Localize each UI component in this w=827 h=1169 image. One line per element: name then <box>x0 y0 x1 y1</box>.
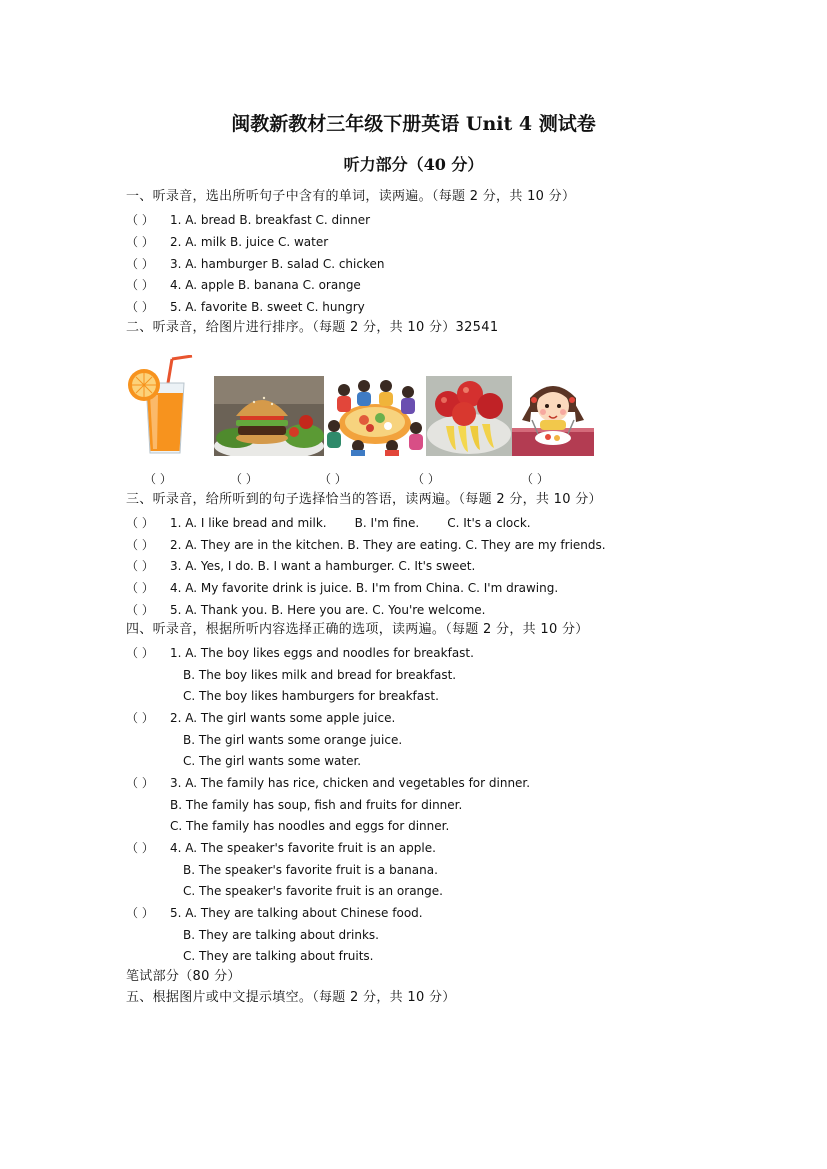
answer-paren[interactable]: （ ） <box>126 213 154 227</box>
orange-juice-image <box>126 355 200 457</box>
option-4-3-c: C. The family has noodles and eggs for dinner. <box>170 819 450 833</box>
question-3-1: （ ） 1. A. I like bread and milk. B. I'm fine. C. It's a clock. <box>126 516 531 530</box>
hamburger-image <box>214 376 324 456</box>
option-4-4-c: C. The speaker's favorite fruit is an orange. <box>183 884 443 898</box>
listening-section-header: 听力部分（40 分） <box>343 155 484 174</box>
question-1-5: （ ） 5. A. favorite B. sweet C. hungry <box>126 300 365 314</box>
answer-paren[interactable]: （ ） <box>126 516 154 530</box>
answer-paren[interactable]: （ ） <box>126 278 154 292</box>
written-section-header: 笔试部分（80 分） <box>126 969 241 984</box>
answer-paren[interactable]: （ ） <box>126 257 154 271</box>
question-4-2: （ ） 2. A. The girl wants some apple juice. <box>126 711 396 725</box>
answer-paren[interactable]: （ ） <box>126 235 154 249</box>
section1-heading: 一、听录音，选出所听句子中含有的单词，读两遍。（每题 2 分，共 10 分） <box>126 189 576 204</box>
page-title: 闽教新教材三年级下册英语 Unit 4 测试卷 <box>231 113 596 135</box>
question-3-4: （ ） 4. A. My favorite drink is juice. B. I'm from China. C. I'm drawing. <box>126 581 559 595</box>
question-3-2: （ ） 2. A. They are in the kitchen. B. They are eating. C. They are my friends. <box>126 538 606 552</box>
family-dinner-image <box>324 376 426 456</box>
section3-heading: 三、听录音，给所听到的句子选择恰当的答语，读两遍。（每题 2 分，共 10 分） <box>126 492 602 507</box>
option-4-2-c: C. The girl wants some water. <box>183 754 362 768</box>
question-3-5: （ ） 5. A. Thank you. B. Here you are. C. You're welcome. <box>126 603 486 617</box>
picture-blank-3[interactable]: （ ） <box>319 472 347 486</box>
question-4-3: （ ） 3. A. The family has rice, chicken and vegetables for dinner. <box>126 776 531 790</box>
apples-bananas-image <box>426 376 512 456</box>
answer-paren[interactable]: （ ） <box>126 906 154 920</box>
question-4-5: （ ） 5. A. They are talking about Chinese food. <box>126 906 423 920</box>
question-1-2: （ ） 2. A. milk B. juice C. water <box>126 235 329 249</box>
section5-heading: 五、根据图片或中文提示填空。（每题 2 分，共 10 分） <box>126 990 456 1005</box>
option-4-5-b: B. They are talking about drinks. <box>183 928 379 942</box>
option-4-1-b: B. The boy likes milk and bread for breakfast. <box>183 668 457 682</box>
answer-paren[interactable]: （ ） <box>126 841 154 855</box>
question-1-1: （ ） 1. A. bread B. breakfast C. dinner <box>126 213 371 227</box>
option-4-3-b: B. The family has soup, fish and fruits for dinner. <box>170 798 463 812</box>
answer-paren[interactable]: （ ） <box>126 603 154 617</box>
answer-paren[interactable]: （ ） <box>126 776 154 790</box>
question-1-4: （ ） 4. A. apple B. banana C. orange <box>126 278 361 292</box>
answer-paren[interactable]: （ ） <box>126 581 154 595</box>
answer-paren[interactable]: （ ） <box>126 300 154 314</box>
question-3-3: （ ） 3. A. Yes, I do. B. I want a hamburger. C. It's sweet. <box>126 559 476 573</box>
girl-eating-image <box>512 376 594 456</box>
option-4-1-c: C. The boy likes hamburgers for breakfast. <box>183 689 439 703</box>
option-4-2-b: B. The girl wants some orange juice. <box>183 733 403 747</box>
answer-paren[interactable]: （ ） <box>126 646 154 660</box>
picture-blank-2[interactable]: （ ） <box>230 472 258 486</box>
picture-blank-5[interactable]: （ ） <box>521 472 549 486</box>
question-1-3: （ ） 3. A. hamburger B. salad C. chicken <box>126 257 385 271</box>
question-4-4: （ ） 4. A. The speaker's favorite fruit is an apple. <box>126 841 436 855</box>
section4-heading: 四、听录音，根据所听内容选择正确的选项，读两遍。（每题 2 分，共 10 分） <box>126 622 589 637</box>
answer-paren[interactable]: （ ） <box>126 538 154 552</box>
picture-blank-1[interactable]: （ ） <box>144 472 172 486</box>
picture-blank-4[interactable]: （ ） <box>412 472 440 486</box>
answer-paren[interactable]: （ ） <box>126 711 154 725</box>
section2-heading: 二、听录音，给图片进行排序。（每题 2 分，共 10 分）32541 <box>126 320 499 335</box>
answer-paren[interactable]: （ ） <box>126 559 154 573</box>
option-4-5-c: C. They are talking about fruits. <box>183 949 374 963</box>
option-4-4-b: B. The speaker's favorite fruit is a banana. <box>183 863 438 877</box>
question-4-1: （ ） 1. A. The boy likes eggs and noodles for breakfast. <box>126 646 474 660</box>
